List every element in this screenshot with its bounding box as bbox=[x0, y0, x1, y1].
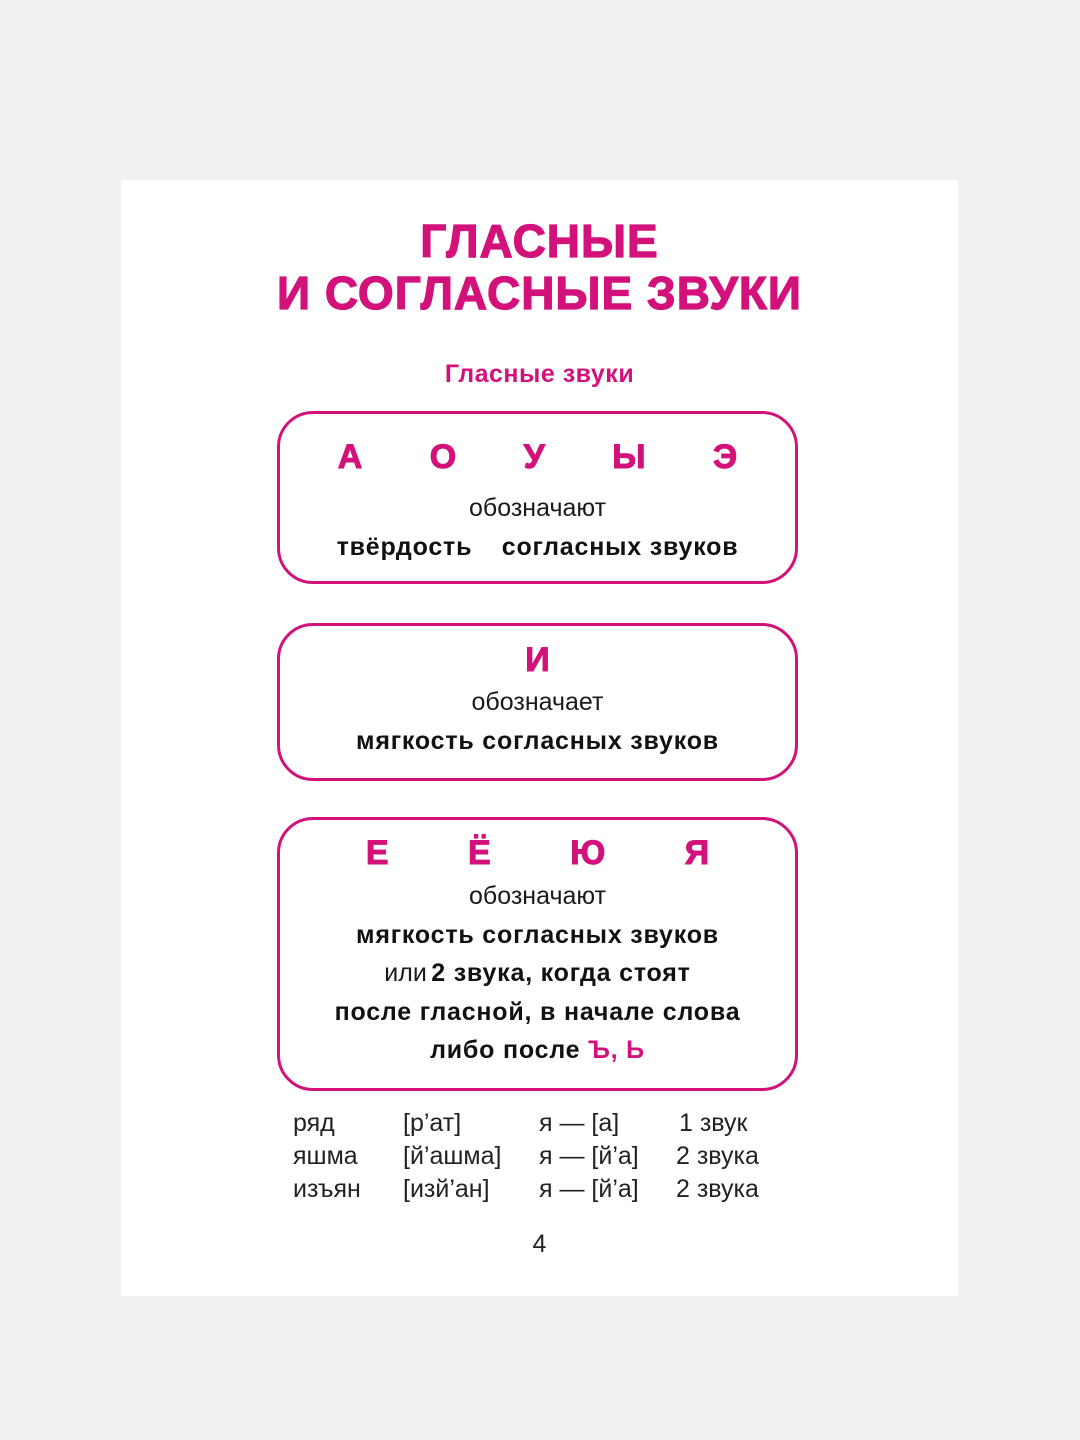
box3-line-2 bbox=[280, 959, 795, 988]
title-line-1: ГЛАСНЫЕ bbox=[420, 215, 659, 267]
example-word: яшма bbox=[293, 1142, 358, 1170]
example-count: 1 звук bbox=[679, 1109, 748, 1137]
box3-line-3: после гласной, в начале слова bbox=[334, 998, 741, 1026]
hard-vowels-box bbox=[277, 411, 798, 584]
box3-line-1: мягкость согласных звуков bbox=[356, 921, 719, 949]
example-rule: я — [а] bbox=[539, 1109, 620, 1137]
example-count: 2 звука bbox=[676, 1142, 759, 1170]
example-rule: я — [й’а] bbox=[539, 1175, 639, 1203]
vowel-letter: Ы bbox=[612, 438, 646, 476]
box1-meaning-a: твёрдость bbox=[336, 533, 473, 561]
vowel-letter: А bbox=[337, 438, 363, 476]
example-word: изъян bbox=[293, 1175, 361, 1203]
vowel-letter: Ё bbox=[467, 834, 491, 872]
hard-soft-signs: Ъ, Ь bbox=[588, 1036, 645, 1064]
box3-line-2-bold: 2 звука, когда стоят bbox=[431, 959, 691, 987]
example-transcription: [й’ашма] bbox=[403, 1142, 502, 1170]
iotated-vowel-letters bbox=[280, 834, 795, 873]
vowel-letter: О bbox=[429, 438, 457, 476]
book-page bbox=[121, 180, 958, 1296]
example-transcription: [р’ат] bbox=[403, 1109, 462, 1137]
box2-meaning: мягкость согласных звуков bbox=[356, 727, 719, 755]
box1-verb: обозначают bbox=[468, 494, 607, 522]
box2-verb: обозначает bbox=[471, 688, 604, 716]
page-number: 4 bbox=[532, 1230, 547, 1258]
i-letter: И bbox=[525, 641, 550, 679]
box3-line-2-prefix: или bbox=[384, 959, 427, 987]
subtitle: Гласные звуки bbox=[444, 360, 635, 388]
box3-line-4 bbox=[280, 1036, 795, 1065]
box1-meaning bbox=[280, 533, 795, 562]
vowel-letter: У bbox=[523, 438, 545, 476]
example-rule: я — [й’а] bbox=[539, 1142, 639, 1170]
iotated-vowels-box bbox=[277, 817, 798, 1091]
i-vowel-box bbox=[277, 623, 798, 781]
vowel-letter: Ю bbox=[570, 834, 606, 872]
example-word: ряд bbox=[293, 1109, 335, 1137]
example-count: 2 звука bbox=[676, 1175, 759, 1203]
vowel-letter: Я bbox=[684, 834, 710, 872]
title-line-2: И СОГЛАСНЫЕ ЗВУКИ bbox=[277, 267, 802, 319]
box3-verb: обозначают bbox=[468, 882, 607, 910]
vowel-letter: Э bbox=[713, 438, 738, 476]
hard-vowel-letters bbox=[280, 438, 795, 477]
vowel-letter: Е bbox=[365, 834, 389, 872]
box1-meaning-b: согласных звуков bbox=[501, 533, 739, 561]
example-transcription: [изй’ан] bbox=[403, 1175, 490, 1203]
box3-line-4-prefix: либо после bbox=[430, 1036, 581, 1064]
